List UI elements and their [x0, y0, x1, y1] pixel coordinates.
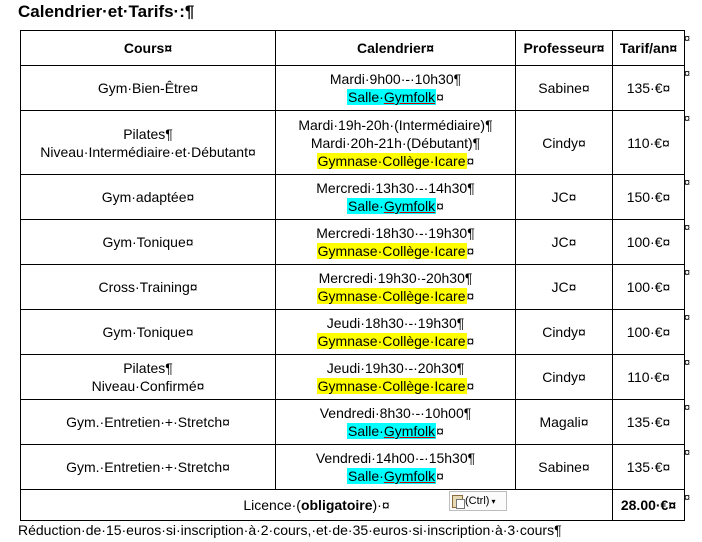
lieu-highlight	[317, 153, 467, 169]
chevron-down-icon: ▾	[491, 496, 496, 506]
cours-line: Gym.·Entretien·+·Stretch¤	[66, 414, 230, 430]
licence-obligatoire: obligatoire	[300, 497, 373, 513]
cell-cours	[21, 111, 276, 175]
cell-tarif: 100·€¤	[613, 310, 685, 355]
horaire-line: Jeudi·19h30·-·20h30¶	[326, 360, 465, 376]
cell-tarif: 150·€¤	[613, 175, 685, 220]
lieu-name: Gymfolk	[383, 198, 436, 214]
cell-cours	[21, 445, 276, 490]
cours-line: Pilates¶	[123, 125, 173, 142]
cell-cours	[21, 175, 276, 220]
lieu-line	[276, 287, 515, 305]
paste-options-label: (Ctrl)	[465, 495, 490, 507]
cell-calendrier	[276, 355, 516, 400]
lieu-line	[276, 152, 515, 170]
cell-end-mark: ¤	[436, 423, 444, 439]
cell-professeur: Cindy¤	[516, 355, 613, 400]
cell-licence	[21, 490, 613, 521]
cell-professeur: JC¤	[516, 220, 613, 265]
lieu-line	[276, 377, 515, 395]
header-calendrier: Calendrier¤	[276, 31, 516, 66]
cell-professeur: Cindy¤	[516, 111, 613, 175]
horaire-line: Mardi·19h-20h·(Intermédiaire)¶	[298, 116, 493, 133]
lieu-text: Gymnase·Collège·Icare	[317, 152, 466, 169]
table-row	[21, 265, 685, 310]
lieu-line	[276, 88, 515, 106]
cell-professeur: Magali¤	[516, 400, 613, 445]
row-end-mark: ¤	[684, 67, 691, 80]
table-row	[21, 175, 685, 220]
clipboard-icon	[452, 495, 463, 508]
page-title: Calendrier·et·Tarifs·:¶	[18, 2, 195, 21]
cours-line: Gym·adaptée¤	[101, 189, 195, 205]
cell-tarif: 110·€¤	[613, 355, 685, 400]
cell-tarif: 135·€¤	[613, 66, 685, 111]
cell-end-mark: ¤	[466, 243, 475, 259]
cell-calendrier	[276, 175, 516, 220]
reduction-note: Réduction·de·15·euros·si·inscription·à·2·cours,·et·de·35·euros·si·inscription·à·3·cours¶	[18, 522, 562, 538]
cours-line: Niveau·Intermédiaire·et·Débutant¤	[40, 143, 256, 160]
lieu-highlight	[347, 423, 436, 439]
cell-calendrier	[276, 310, 516, 355]
horaire-line: Mercredi·18h30·-·19h30¶	[316, 225, 475, 241]
row-end-mark: ¤	[684, 221, 691, 234]
cell-calendrier	[276, 445, 516, 490]
lieu-text: Gymnase·Collège·Icare	[317, 333, 466, 349]
horaire-line: Mardi·9h00·-·10h30¶	[329, 71, 462, 87]
lieu-highlight	[347, 198, 436, 214]
cell-end-mark: ¤	[436, 89, 444, 105]
cell-cours	[21, 265, 276, 310]
cell-cours	[21, 400, 276, 445]
lieu-text: Gymnase·Collège·Icare	[317, 378, 466, 394]
row-end-mark: ¤	[684, 356, 691, 369]
cours-line: Cross·Training¤	[98, 279, 198, 295]
cell-calendrier	[276, 66, 516, 111]
cell-tarif: 135·€¤	[613, 400, 685, 445]
cell-cours	[21, 66, 276, 111]
row-end-mark: ¤	[684, 176, 691, 189]
row-end-mark: ¤	[684, 446, 691, 459]
cell-end-mark: ¤	[436, 468, 444, 484]
lieu-line	[276, 467, 515, 485]
cours-line: Pilates¶	[123, 360, 173, 376]
cell-tarif: 135·€¤	[613, 445, 685, 490]
row-end-mark: ¤	[684, 112, 691, 125]
cell-end-mark: ¤	[436, 198, 444, 214]
lieu-text: Salle·	[348, 468, 384, 484]
table-row	[21, 220, 685, 265]
cours-line: Gym.·Entretien·+·Stretch¤	[66, 459, 230, 475]
cell-professeur: Cindy¤	[516, 310, 613, 355]
horaire-line: Vendredi·14h00·-·15h30¶	[315, 450, 476, 466]
cours-line: Gym·Tonique¤	[102, 234, 194, 250]
header-professeur: Professeur¤	[516, 31, 613, 66]
lieu-line	[276, 422, 515, 440]
cell-end-mark: ¤	[466, 333, 475, 349]
lieu-highlight	[347, 89, 436, 105]
cours-line: Niveau·Confirmé¤	[91, 378, 205, 394]
schedule-table	[20, 30, 685, 521]
lieu-text: Salle·	[348, 198, 384, 214]
horaire-line: Mercredi·13h30·-·14h30¶	[316, 180, 475, 196]
lieu-text: Salle·	[348, 89, 384, 105]
lieu-text: Gymnase·Collège·Icare	[317, 243, 466, 259]
row-end-mark: ¤	[684, 401, 691, 414]
lieu-line	[276, 332, 515, 350]
table-row	[21, 66, 685, 111]
cell-cours	[21, 310, 276, 355]
cell-end-mark: ¤	[466, 378, 475, 394]
lieu-name: Gymfolk	[383, 423, 436, 439]
lieu-name: Gymfolk	[383, 468, 436, 484]
table-row	[21, 445, 685, 490]
cell-calendrier	[276, 220, 516, 265]
licence-label-end: )·¤	[372, 497, 390, 513]
lieu-highlight	[317, 288, 467, 304]
horaire-line: Vendredi·8h30·-·10h00¶	[319, 405, 472, 421]
lieu-highlight	[317, 378, 467, 394]
header-cours: Cours¤	[21, 31, 276, 66]
lieu-highlight	[317, 243, 467, 259]
cell-professeur: JC¤	[516, 265, 613, 310]
row-end-mark: ¤	[684, 32, 691, 45]
cell-licence-tarif: 28.00·€¤	[613, 490, 685, 521]
cell-end-mark: ¤	[466, 288, 475, 304]
cell-tarif: 100·€¤	[613, 220, 685, 265]
table-row	[21, 310, 685, 355]
lieu-text: Salle·	[348, 423, 384, 439]
lieu-line	[276, 197, 515, 215]
row-end-mark: ¤	[684, 311, 691, 324]
cell-calendrier	[276, 400, 516, 445]
cell-tarif: 110·€¤	[613, 111, 685, 175]
table-header-row	[21, 31, 685, 66]
horaire-line: Mercredi·19h30·-20h30¶	[318, 270, 473, 286]
horaire-line: Jeudi·18h30·-·19h30¶	[326, 315, 465, 331]
cours-line: Gym·Tonique¤	[102, 324, 194, 340]
row-end-mark: ¤	[684, 266, 691, 279]
row-end-mark: ¤	[684, 491, 691, 504]
licence-row	[21, 490, 685, 521]
cell-calendrier	[276, 265, 516, 310]
cell-cours	[21, 220, 276, 265]
paste-options-button[interactable]	[449, 491, 507, 511]
lieu-name: Gymfolk	[383, 89, 436, 105]
lieu-line	[276, 242, 515, 260]
horaire-line: Mardi·20h-21h·(Débutant)¶	[310, 134, 481, 151]
table-row	[21, 111, 685, 175]
lieu-highlight	[317, 333, 467, 349]
cell-professeur: JC¤	[516, 175, 613, 220]
lieu-text: Gymnase·Collège·Icare	[317, 288, 466, 304]
cell-end-mark: ¤	[466, 152, 475, 169]
cell-professeur: Sabine¤	[516, 445, 613, 490]
lieu-highlight	[347, 468, 436, 484]
table-row	[21, 400, 685, 445]
table-body	[21, 66, 685, 521]
cell-calendrier	[276, 111, 516, 175]
header-tarif: Tarif/an¤	[613, 31, 685, 66]
cell-tarif: 100·€¤	[613, 265, 685, 310]
table-row	[21, 355, 685, 400]
licence-label: Licence·(	[243, 497, 301, 513]
cours-line: Gym·Bien-Être¤	[97, 80, 199, 96]
cell-cours	[21, 355, 276, 400]
cell-professeur: Sabine¤	[516, 66, 613, 111]
